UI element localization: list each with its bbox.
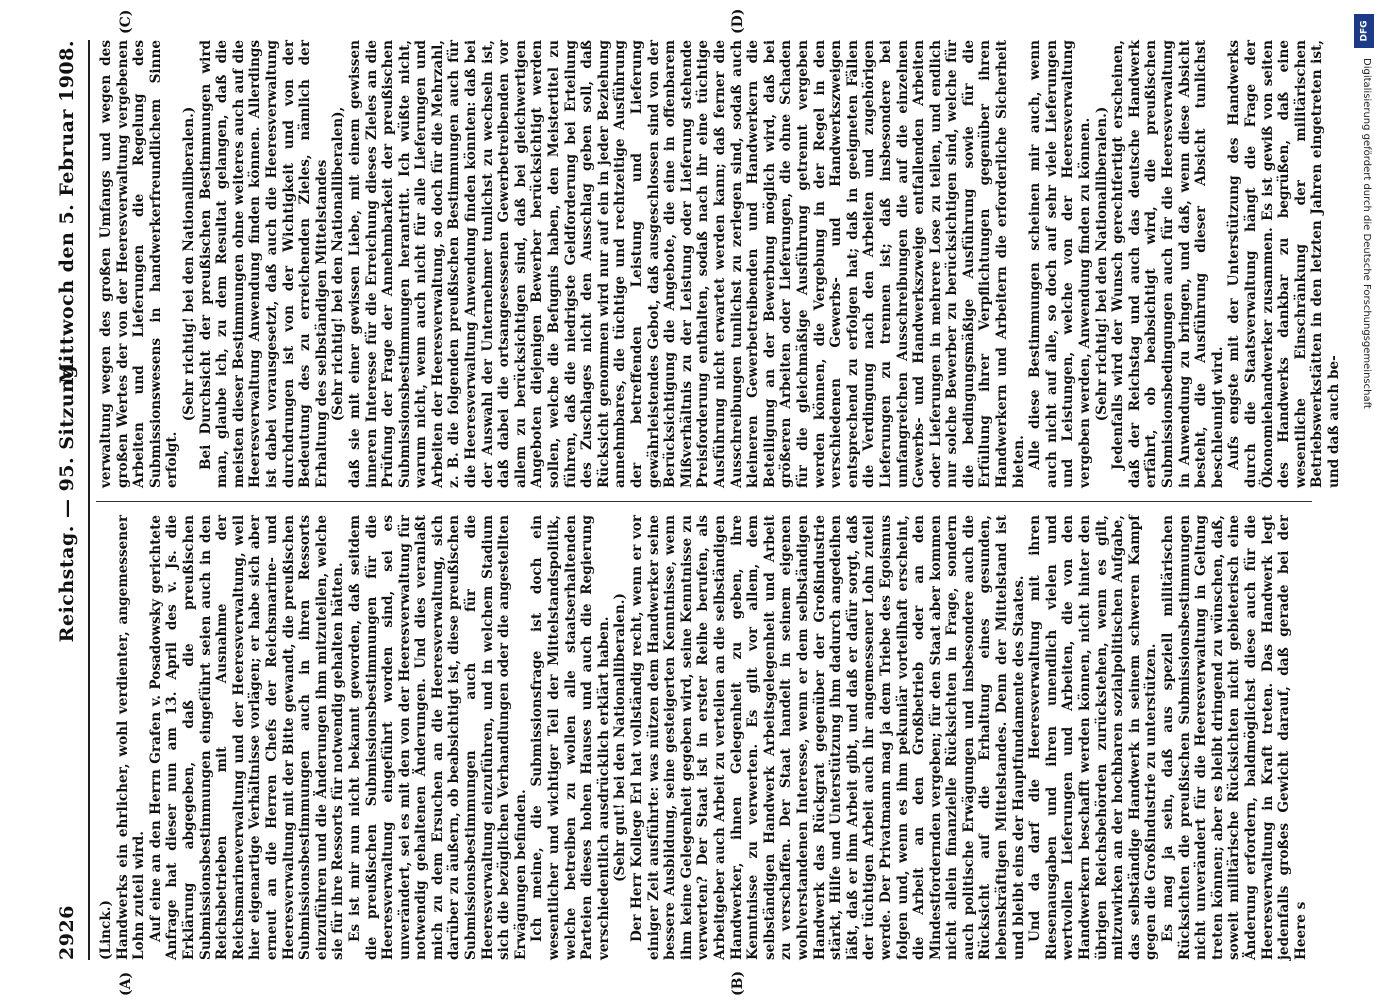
paragraph: Alle diese Bestimmungen scheinen mir auch, wenn auch nicht auf alle, so doch auf sehr viele Lieferungen und Leistungen, welche von der Heeresverwaltung vergeben werden, Anwendung finden zu können. xyxy=(1027,40,1094,488)
margin-mark-b: (B) xyxy=(730,970,746,996)
paragraph: daß sie mit einer gewissen Liebe, mit einem gewissen inneren Interesse für die Erreichung dieses Zieles an die Prüfung der Frage der Annehmbarkeit der preußischen Submissionsbestimmungen herantritt. Ich wüßte nicht, warum nicht, wenn auch nicht für alle Lieferungen und Arbeiten der Heeresverwaltung, so doch für die Mehrzahl, z. B. die folgenden preußischen Bestimmungen auch für die Heeresverwaltung Anwendung finden könnten: daß bei der Auswahl der Unternehmer tunlichst zu wechseln ist, daß dabei die ortsangesessenen Gewerbetreibenden vor allem zu berücksichtigen sind, daß bei gleichwertigen Angeboten diejenigen Bewerber berücksichtigt werden sollen, welche die Befugnis haben, den Meistertitel zu führen, daß die niedrigste Geldforderung bei Erteilung des Zuschlages nicht den Ausschlag geben soll, daß Rücksicht genommen wird nur auf ein in jeder Beziehung annehmbares, die tüchtige und rechtzeitige Ausführung der betreffenden Leistung und Lieferung gewährleistendes Gebot, daß ausgeschlossen sind von der Berücksichtigung die Angebote, die eine in offenbarem Mißverhältnis zu der Leistung oder Lieferung stehende Preisforderung enthalten, sodaß nach ihr eine tüchtige Ausführung nicht erwartet werden kann; daß ferner die Ausschreibungen tunlichst zu zerlegen sind, sodaß auch kleineren Gewerbetreibenden und Handwerkern die Beteiligung an der Bewerbung möglich wird, daß bei größeren Arbeiten oder Lieferungen, die ohne Schaden für die gleichmäßige Ausführung getrennt vergeben werden können, die Vergebung in der Regel in den verschiedenen Gewerbs- und Handwerkszweigen entsprechend zu erfolgen hat; daß in geeigneten Fällen die Verdingung nach den Arbeiten und zugehörigen Lieferungen zu trennen ist; daß insbesondere bei umfangreichen Ausschreibungen die auf die einzelnen Gewerbs- und Handwerkszweige entfallenden Arbeiten oder Lieferungen in mehrere Lose zu teilen, und endlich nur solche Bewerber zu berücksichtigen sind, welche für die bedingungsmäßige Ausführung sowie für die Erfüllung ihrer Verpflichtungen gegenüber ihren Handwerkern und Arbeitern die erforderliche Sicherheit bieten. xyxy=(346,40,1027,488)
right-text-column xyxy=(98,40,1342,488)
dfg-logo: DFG xyxy=(1354,14,1374,48)
session-title: Reichstag. — 95. Sitzung. xyxy=(56,357,78,643)
paragraph: Und da darf die Heeresverwaltung mit ihren Riesenausgaben und ihren unendlich vielen und wertvollen Lieferungen und Arbeiten, die von den Handwerkern beschafft werden können, nicht hinter den übrigen Reichsbehörden zurückstehen, wenn es gilt, mitzuwirken an der hochbaren sozialpolitischen Aufgabe, das selbständige Handwerk in seinem schweren Kampf gegen die Großindustrie zu unterstützen. xyxy=(1027,515,1160,960)
paragraph: Der Herr Kollege Erl hat vollständig recht, wenn er vor einiger Zeit ausführte: was nützen dem Handwerker seine bessere Ausbildung, seine gesteigerten Kenntnisse, wenn ihm keine Gelegenheit gegeben wird, seine Kenntnisse zu verwerten? Der Staat ist in erster Reihe berufen, als Arbeitgeber auch Arbeit zu verteilen an die selbständigen Handwerker, ihnen Gelegenheit zu geben, ihre Kenntnisse zu verwerten. Es gilt vor allem, dem selbständigen Handwerk Arbeitsgelegenheit und Arbeit zu verschaffen. Der Staat handelt in seinem eigenen wohlverstandenen Interesse, wenn er dem selbständigen Handwerk das Rückgrat gegenüber der Großindustrie stärkt, Hilfe und Unterstützung ihm dadurch angedeihen läßt, daß er ihm Arbeit gibt, und daß er dafür sorgt, daß der tüchtigen Arbeit auch ihr angemessener Lohn zuteil werde. Der Privatmann mag ja dem Triebe des Egoismus folgen und, wenn es ihm pekuniär vorteilhaft erscheint, die Arbeit an den Großbetrieb oder an den Mindestfordernden vergeben; für den Staat aber kommen nicht allein finanzielle Rücksichten in Frage, sondern auch politische Erwägungen und insbesondere auch die Rücksicht auf die Erhaltung eines gesunden, lebenskräftigen Mittelstandes. Denn der Mittelstand ist und bleibt eins der Hauptfundamente des Staates. xyxy=(629,515,1027,960)
paragraph: Ich meine, die Submissionsfrage ist doch ein wesentlicher und wichtiger Teil der Mittelstandspolitik, welche betreiben zu wollen alle staatserhaltenden Parteien dieses hohen Hauses und auch die Regierung verschiedentlich ausdrücklich erklärt haben. xyxy=(529,515,612,960)
digitization-credit xyxy=(1350,8,1380,992)
paragraph: Bei Durchsicht der preußischen Bestimmungen wird man, glaube ich, zu dem Resultat gelangen, daß die meisten dieser Bestimmungen ohne weiteres auch auf die Heeresverwaltung Anwendung finden können. Allerdings ist dabei vorausgesetzt, daß auch die Heeresverwaltung durchdrungen ist von der Wichtigkeit und von der Bedeutung des zu erreichenden Zieles, nämlich der Erhaltung des selbständigen Mittelstandes xyxy=(197,40,330,488)
header-rule xyxy=(88,40,90,960)
paragraph: Jedenfalls wird der Wunsch gerechtfertigt erscheinen, daß der Reichstag und auch das deutsche Handwerk erfährt, ob beabsichtigt wird, die preußischen Submissionsbedingungen auch für die Heeresverwaltung in Anwendung zu bringen, und daß, wenn diese Absicht besteht, die Ausführung dieser Absicht tunlichst beschleunigt wird. xyxy=(1110,40,1226,488)
credit-text: Digitalisierung gefördert durch die Deutsche Forschungsgemeinschaft xyxy=(1361,58,1372,409)
page-header xyxy=(56,40,86,960)
paragraph: Es ist mir nun nicht bekannt geworden, daß seitdem die preußischen Submissionsbestimmungen für die Heeresverwaltung eingeführt worden sind, sei es unverändert, sei es mit den von der Heeresverwaltung für notwendig gehaltenen Änderungen. Und dies veranlaßt mich zu dem Ersuchen an die Heeresverwaltung, sich darüber zu äußern, ob beabsichtigt ist, diese preußischen Submissionsbestimmungen auch für die Heeresverwaltung einzuführen, und in welchem Stadium sich die bezüglichen Verhandlungen oder die angestellten Erwägungen befinden. xyxy=(346,515,529,960)
paragraph: (Sehr richtig! bei den Nationalliberalen.) xyxy=(180,106,197,422)
column-divider xyxy=(96,501,1312,502)
paragraph: (Sehr gut! bei den Nationalliberalen.) xyxy=(612,593,629,882)
paragraph: (Sehr richtig! bei den Nationalliberalen.) xyxy=(1093,106,1110,422)
session-date: Mittwoch den 5. Februar 1908. xyxy=(56,40,78,384)
document-page xyxy=(22,0,1342,1000)
left-text-column xyxy=(98,515,1308,960)
paragraph: Aufs engste mit der Unterstützung des Handwerks durch die Staatsverwaltung hängt die Frage der Ökonomiehandwerker zusammen. Es ist gewiß von seiten des Handwerks dankbar zu begrüßen, daß eine wesentliche Einschränkung der militärischen Betriebswerkstätten in den letzten Jahren eingetreten ist, und daß auch be- xyxy=(1226,40,1342,488)
page-number: 2926 xyxy=(56,905,78,960)
paragraph: Handwerks ein ehrlicher, wohl verdienter, angemessener Lohn zuteil wird. xyxy=(114,515,148,960)
margin-mark-d: (D) xyxy=(730,8,746,34)
paragraph: (Linck.) xyxy=(98,900,114,960)
margin-mark-a: (A) xyxy=(118,971,134,996)
margin-mark-c: (C) xyxy=(118,9,134,34)
paragraph: Auf eine an den Herrn Grafen v. Posadowsky gerichtete Anfrage hat dieser nun am 13. April des v. Js. die Erklärung abgegeben, daß die preußischen Submissionsbestimmungen eingeführt seien auch in den Reichsbetrieben mit Ausnahme der Reichsmarineverwaltung und der Heeresverwaltung, weil hier eigenartige Verhältnisse vorlägen; er habe sich aber erneut an die Herren Chefs der Reichsmarine- und Heeresverwaltung mit der Bitte gewandt, die preußischen Submissionsbestimmungen auch in ihren Ressorts einzuführen und die Änderungen ihm mitzuteilen, welche sie für ihre Ressorts für notwendig gehalten hätten. xyxy=(147,515,347,960)
paragraph: (Sehr richtig! bei den Nationalliberalen), xyxy=(330,106,347,422)
paragraph: Es mag ja sein, daß aus speziell militärischen Rücksichten die preußischen Submissionsbestimmungen nicht unverändert für die Heeresverwaltung in Geltung treten können; aber es bleibt dringend zu wünschen, daß, soweit militärische Rücksichten nicht gebieterisch eine Änderung erfordern, baldmöglichst diese auch für die Heeresverwaltung in Kraft treten. Das Handwerk legt jedenfalls großes Gewicht darauf, daß gerade bei der Heere s xyxy=(1160,515,1309,960)
paragraph: verwaltung wegen des großen Umfangs und wegen des großen Wertes der von der Heeresverwaltung vergebenen Arbeiten und Lieferungen die Regelung des Submissionswesens in handwerkerfreundlichem Sinne erfolgt. xyxy=(98,40,181,488)
